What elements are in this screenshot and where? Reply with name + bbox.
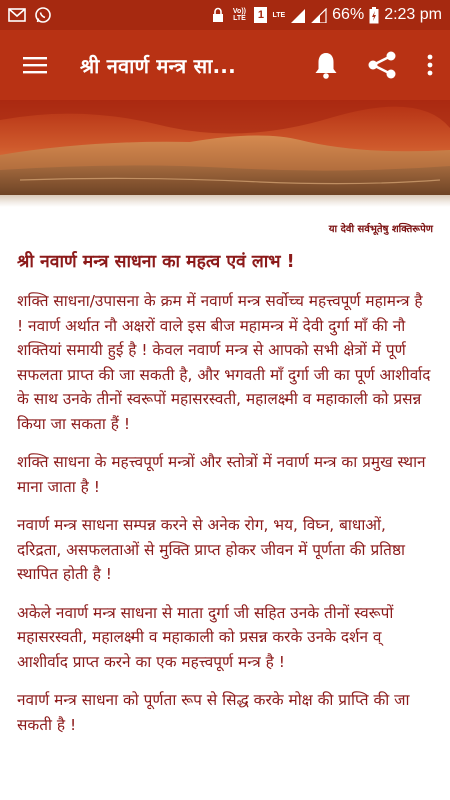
banner-shadow — [0, 195, 450, 207]
volte-indicator: Vo)) LTE — [232, 8, 246, 22]
mail-icon — [8, 8, 26, 22]
sim-icon — [254, 7, 267, 23]
article-content — [0, 207, 450, 800]
more-vert-icon — [427, 54, 433, 76]
menu-button[interactable] — [0, 30, 70, 100]
signal-2-icon — [311, 8, 327, 23]
share-icon — [367, 51, 397, 79]
status-bar — [0, 0, 450, 30]
sub-heading: या देवी सर्वभूतेषु शक्तिरूपेण — [328, 224, 433, 235]
paragraph: नवार्ण मन्त्र साधना सम्पन्न करने से अनेक रोग, भय, विघ्न, बाधाओं, दरिद्रता, असफलताओं से मुक्ति प्राप्त होकर जीवन में पूर्णता की प्रतिष्ठा स्थापित होती है ! — [17, 516, 406, 583]
more-options-button[interactable] — [410, 30, 450, 100]
share-button[interactable] — [354, 30, 410, 100]
lock-icon — [212, 7, 224, 23]
paragraph: शक्ति साधना/उपासना के क्रम में नवार्ण मन्त्र सर्वोच्च महत्त्वपूर्ण महामन्त्र है ! नवार्ण अर्थात नौ अक्षरों वाले इस बीज महामन्त्र में देवी दुर्गा माँ की नौ शक्तियां समायी हुई है ! केवल नवार्ण मन्त्र से आपको सभी क्षेत्रों में पूर्ण सफलता प्राप्त की जा सकती है, और भगवती माँ दुर्गा जी का पूर्ण आशीर्वाद के साथ उनके तीनों स्वरूपों महासरस्वती, महालक्ष्मी व महाकाली को प्रसन्न किया जा सकता हैं ! — [17, 292, 431, 433]
app-title: श्री नवार्ण मन्त्र सा... — [80, 53, 236, 78]
sim-number: 1 — [257, 9, 265, 21]
bell-icon — [314, 51, 338, 79]
notifications-button[interactable] — [298, 30, 354, 100]
mountain-landscape-image — [0, 100, 450, 195]
battery-percent: 66% — [332, 6, 365, 23]
paragraph: नवार्ण मन्त्र साधना को पूर्णता रूप से सिद्ध करके मोक्ष की प्राप्ति की जा सकती है ! — [17, 691, 410, 734]
whatsapp-icon — [34, 6, 52, 24]
signal-icon — [290, 8, 306, 23]
paragraph: अकेले नवार्ण मन्त्र साधना से माता दुर्गा जी सहित उनके तीनों स्वरूपों महासरस्वती, महालक्ष्मी व महाकाली को प्रसन्न करके उनके दर्शन व् आशीर्वाद प्राप्त करने का एक महत्त्वपूर्ण मन्त्र है ! — [17, 603, 394, 671]
app-bar — [0, 30, 450, 100]
paragraph: शक्ति साधना के महत्त्वपूर्ण मन्त्रों और स्तोत्रों में नवार्ण मन्त्र का प्रमुख स्थान माना जाता है ! — [17, 453, 426, 496]
menu-icon — [23, 56, 47, 74]
battery-charging-icon — [369, 7, 379, 24]
article-title: श्री नवार्ण मन्त्र साधना का महत्व एवं लाभ ! — [17, 252, 295, 272]
lte-indicator: LTE — [272, 11, 286, 19]
clock: 2:23 pm — [384, 6, 442, 23]
header-banner-image — [0, 100, 450, 195]
